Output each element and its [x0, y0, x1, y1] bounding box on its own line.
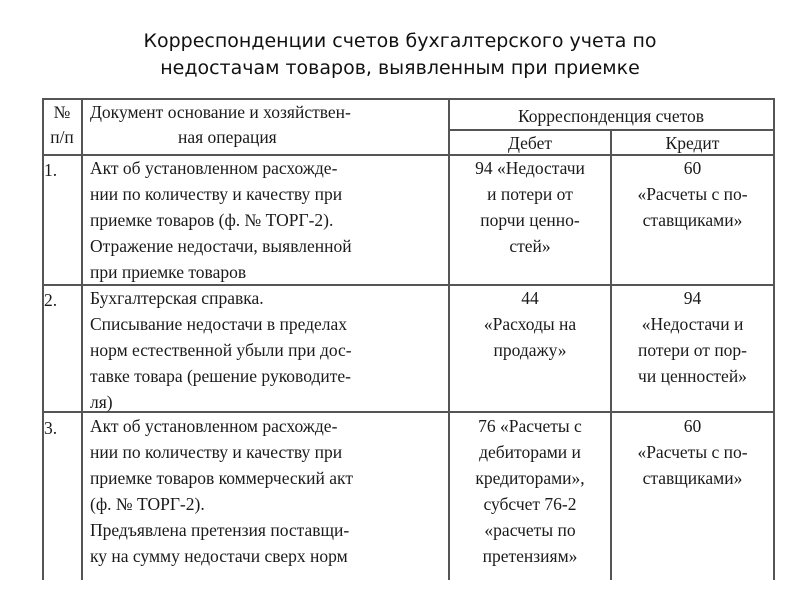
- row-1-doc-line: нии по количеству и качеству при: [90, 184, 343, 204]
- row-2-debit-line: «Расходы на: [483, 314, 577, 334]
- row-2-doc-line: ля): [90, 392, 113, 412]
- slide-title-line-2: недостачам товаров, выявленным при приемке: [160, 57, 640, 79]
- row-2-doc-line: Списывание недостачи в пределах: [90, 314, 348, 334]
- row-1-credit-line: 60: [683, 158, 702, 178]
- row-1-debit: [450, 155, 610, 259]
- slide-title-line-1: Корреспонденции счетов бухгалтерского учета по: [143, 30, 657, 52]
- header-correspondence: Корреспонденция счетов: [517, 106, 705, 126]
- row-1-doc: [90, 155, 446, 285]
- header-num: [42, 100, 82, 150]
- row-3-debit-line: претензиям»: [482, 546, 578, 566]
- row-3-doc-line: ку на сумму недостачи сверх норм: [90, 546, 348, 566]
- row-3-debit: [450, 413, 610, 580]
- header-num-line-1: №: [53, 102, 71, 122]
- row-1-num: 1.: [44, 160, 58, 180]
- row-1-doc-line: приемке товаров (ф. № ТОРГ-2).: [90, 210, 334, 230]
- row-2-doc-line: Бухгалтерская справка.: [90, 288, 264, 308]
- row-1-debit-line: порчи ценно-: [480, 210, 580, 230]
- row-1-credit-line: «Расчеты с по-: [637, 184, 748, 204]
- header-num-line-2: п/п: [50, 127, 74, 147]
- row-1-debit-line: 94 «Недостачи: [475, 158, 585, 178]
- row-3-doc-line: нии по количеству и качеству при: [90, 442, 343, 462]
- row-2-credit-line: чи ценностей»: [638, 366, 747, 386]
- row-3-doc-line: Предъявлена претензия поставщи-: [90, 520, 350, 540]
- row-1-doc-line: Отражение недостачи, выявленной: [90, 236, 352, 256]
- row-3-debit-line: «расчеты по: [484, 520, 576, 540]
- row-3-doc: [90, 413, 446, 580]
- row-1-doc-line: при приемке товаров: [90, 262, 247, 282]
- row-3-credit-line: «Расчеты с по-: [637, 442, 748, 462]
- row-3-doc-line: приемке товаров коммерческий акт: [90, 468, 353, 488]
- row-3-credit-line: 60: [683, 416, 702, 436]
- row-2-credit-line: «Недостачи и: [641, 314, 744, 334]
- row-1-credit-line: ставщиками»: [642, 210, 743, 230]
- header-credit: Кредит: [665, 133, 720, 153]
- row-3-debit-line: дебиторами и: [479, 442, 581, 462]
- table-col-divider-num: [81, 98, 83, 580]
- row-3-num: 3.: [44, 418, 58, 438]
- row-1-debit-line: и потери от: [487, 184, 573, 204]
- row-2-doc: [90, 285, 446, 415]
- row-3-debit-line: субсчет 76-2: [483, 494, 577, 514]
- row-1-credit: [612, 155, 773, 233]
- row-2-credit-line: 94: [683, 288, 702, 308]
- row-2-credit-line: потери от пор-: [637, 340, 748, 360]
- row-1-doc-line: Акт об установленном расхожде-: [90, 158, 338, 178]
- row-2-debit-line: 44: [521, 288, 539, 308]
- row-2-num: 2.: [44, 290, 58, 310]
- row-1-debit-line: стей»: [509, 236, 551, 256]
- row-3-credit-line: ставщиками»: [642, 468, 743, 488]
- row-2-doc-line: норм естественной убыли при дос-: [90, 340, 352, 360]
- header-debit: Дебет: [507, 133, 552, 153]
- row-2-debit: [450, 285, 610, 363]
- row-3-debit-line: кредиторами»,: [475, 468, 585, 488]
- row-3-credit: [612, 413, 773, 491]
- header-doc-line-1: Документ основание и хозяйствен-: [90, 102, 351, 122]
- row-2-doc-line: тавке товара (решение руководите-: [90, 366, 351, 386]
- row-2-credit: [612, 285, 773, 389]
- row-3-doc-line: Акт об установленном расхожде-: [90, 416, 338, 436]
- row-3-doc-line: (ф. № ТОРГ-2).: [90, 494, 205, 514]
- table-border-right: [773, 98, 775, 580]
- row-2-debit-line: продажу»: [493, 340, 567, 360]
- header-doc: [90, 100, 446, 150]
- row-3-debit-line: 76 «Расчеты с: [478, 416, 582, 436]
- header-doc-line-2: ная операция: [178, 127, 277, 147]
